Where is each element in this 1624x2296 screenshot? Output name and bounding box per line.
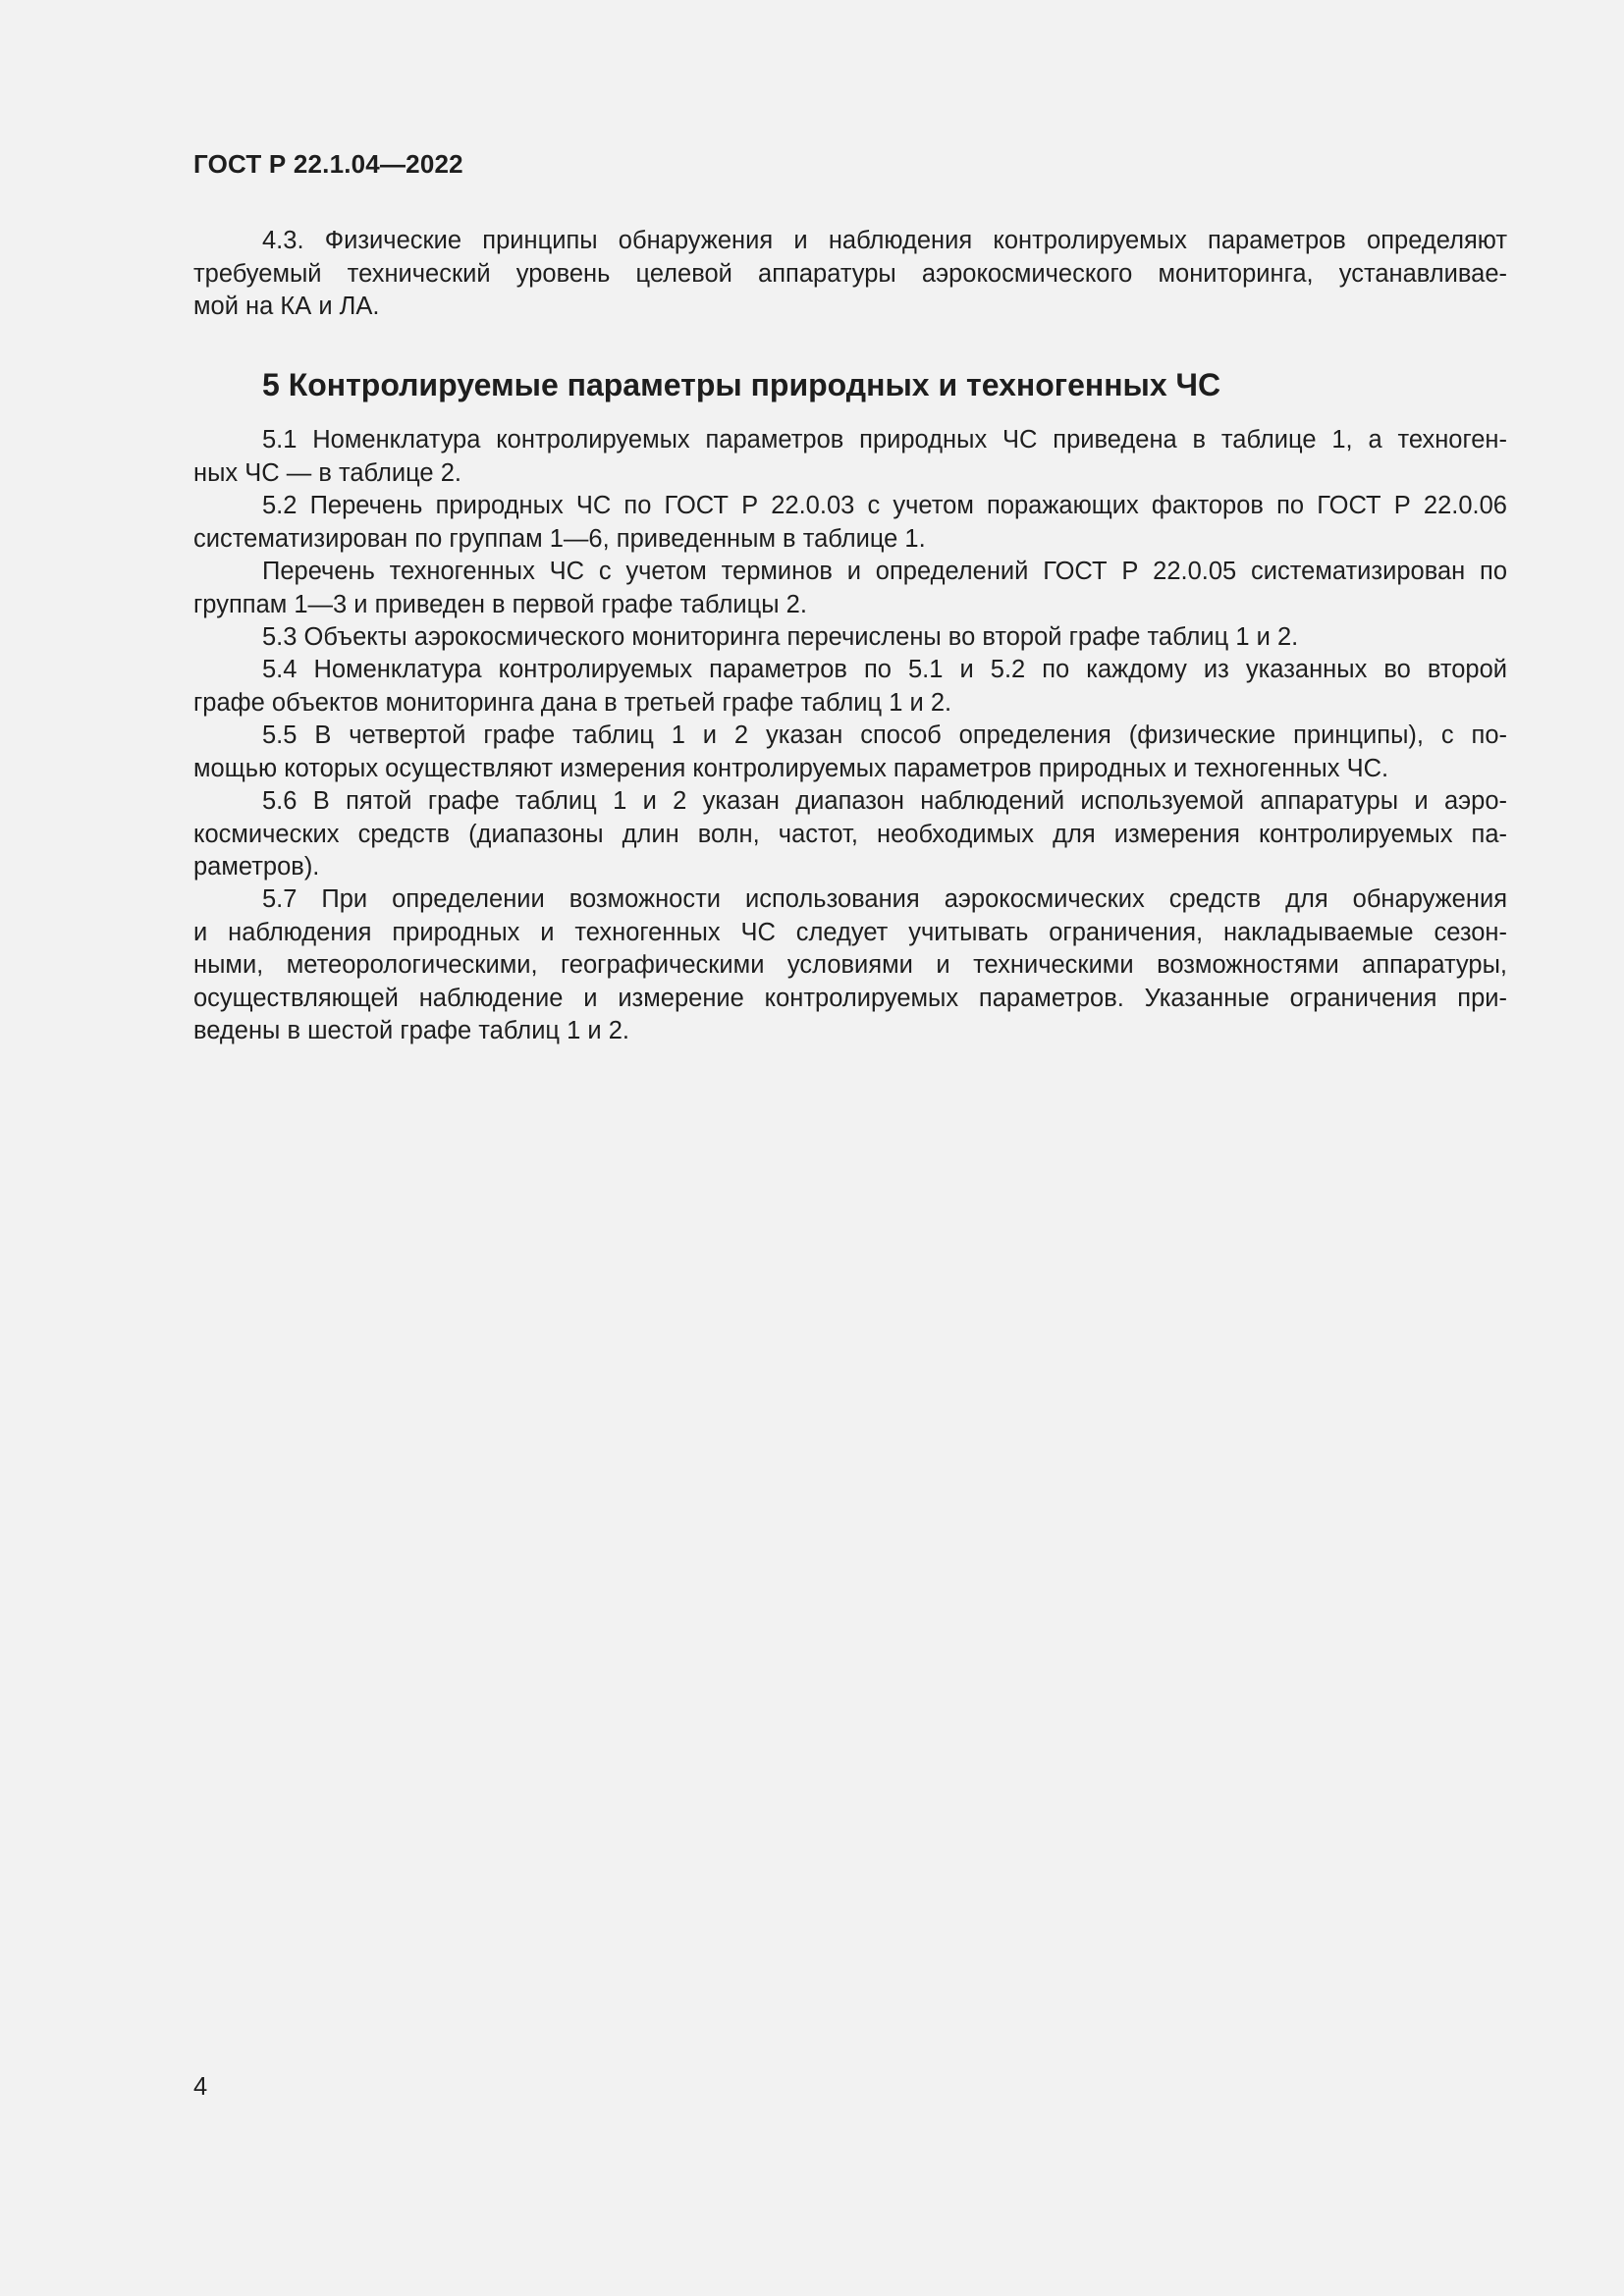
paragraph-5-7 [193, 883, 1507, 1048]
paragraph-line: осуществляющей наблюдение и измерение контролируемых параметров. Указанные ограничения при- [193, 984, 1507, 1012]
paragraph-4-3 [193, 225, 1507, 324]
paragraph-line: 5.7 При определении возможности использования аэрокосмических средств для обнаружения [262, 885, 1507, 913]
paragraph-5-5 [193, 720, 1507, 785]
paragraph-line: раметров). [193, 853, 320, 881]
paragraph-5-2-continued [193, 556, 1507, 621]
page-number: 4 [193, 2073, 208, 2101]
paragraph-line: требуемый технический уровень целевой аппаратуры аэрокосмического мониторинга, устанавливае- [193, 259, 1507, 288]
document-code-header: ГОСТ Р 22.1.04—2022 [193, 149, 463, 179]
paragraph-line: ных ЧС — в таблице 2. [193, 458, 461, 487]
paragraph-line: ными, метеорологическими, географическими условиями и техническими возможностями аппаратуры, [193, 951, 1507, 979]
paragraph-line: 5.5 В четвертой графе таблиц 1 и 2 указан способ определения (физические принципы), с по- [262, 721, 1507, 749]
paragraph-5-6 [193, 785, 1507, 884]
paragraph-line: группам 1—3 и приведен в первой графе таблицы 2. [193, 590, 807, 618]
paragraph-line: 5.6 В пятой графе таблиц 1 и 2 указан диапазон наблюдений используемой аппаратуры и аэро- [262, 787, 1507, 815]
paragraph-line: графе объектов мониторинга дана в третьей графе таблиц 1 и 2. [193, 688, 952, 717]
paragraph-5-3 [193, 621, 1507, 655]
paragraph-line: 5.4 Номенклатура контролируемых параметров по 5.1 и 5.2 по каждому из указанных во второй [262, 656, 1507, 683]
paragraph-line: космических средств (диапазоны длин волн, частот, необходимых для измерения контролируемых па- [193, 820, 1507, 848]
paragraph-5-4 [193, 654, 1507, 720]
paragraph-line: Перечень техногенных ЧС с учетом терминов и определений ГОСТ Р 22.0.05 систематизирован по [262, 558, 1507, 585]
paragraph-line: мой на КА и ЛА. [193, 293, 380, 320]
paragraph-line: мощью которых осуществляют измерения контролируемых параметров природных и техногенных ЧС. [193, 754, 1389, 782]
paragraph-line: и наблюдения природных и техногенных ЧС следует учитывать ограничения, накладываемые сезон- [193, 918, 1507, 946]
paragraph-line: ведены в шестой графе таблиц 1 и 2. [193, 1017, 629, 1044]
paragraph-line: 5.2 Перечень природных ЧС по ГОСТ Р 22.0.03 с учетом поражающих факторов по ГОСТ Р 22.0.06 [262, 492, 1507, 519]
paragraph-5-2 [193, 490, 1507, 556]
paragraph-line: 4.3. Физические принципы обнаружения и наблюдения контролируемых параметров определяют [262, 227, 1507, 254]
paragraph-line: 5.1 Номенклатура контролируемых параметров природных ЧС приведена в таблице 1, а техноген- [262, 426, 1507, 454]
section-5-title: 5 Контролируемые параметры природных и техногенных ЧС [262, 367, 1221, 402]
paragraph-line: систематизирован по группам 1—6, приведенным в таблице 1. [193, 524, 926, 553]
paragraph-5-1 [193, 424, 1507, 490]
paragraph-line: 5.3 Объекты аэрокосмического мониторинга перечислены во второй графе таблиц 1 и 2. [262, 623, 1299, 651]
